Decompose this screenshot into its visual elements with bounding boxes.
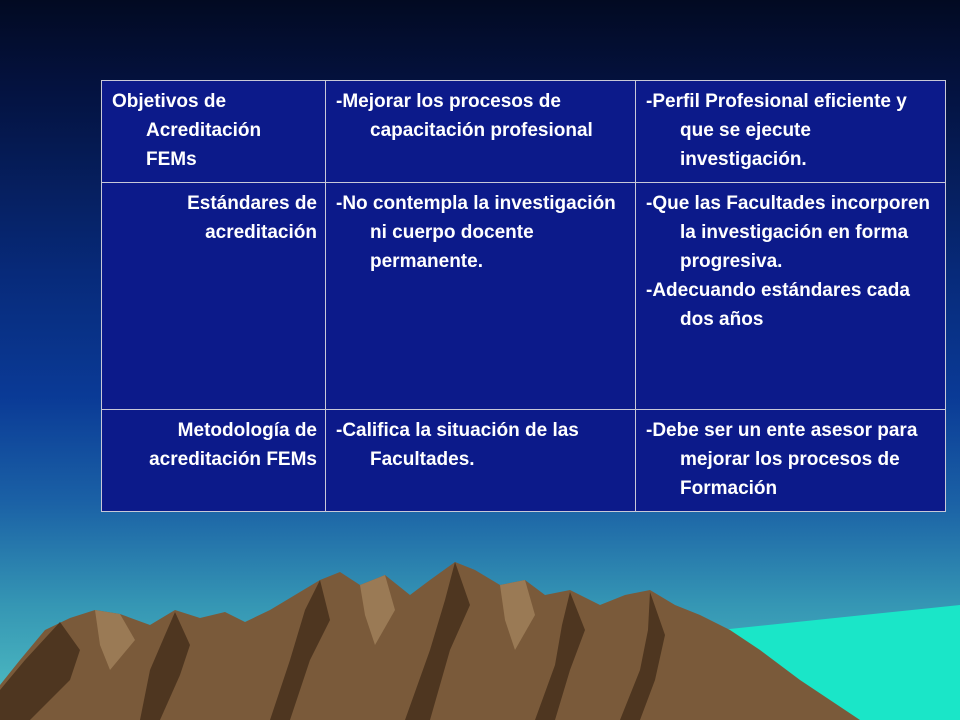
table-cell <box>636 81 946 183</box>
table-cell <box>326 410 636 512</box>
cell-text: -Debe ser un ente asesor para mejorar los procesos de Formación <box>646 420 918 499</box>
row-header-text: Objetivos de Acreditación FEMs <box>112 91 262 170</box>
cell-text: -No contempla la investigación ni cuerpo docente permanente. <box>336 193 616 272</box>
mountain-landscape <box>0 550 960 720</box>
cell-text: -Que las Facultades incorporen la investigación en forma progresiva. <box>646 193 931 272</box>
row-header-cell <box>102 81 326 183</box>
table-cell <box>326 183 636 410</box>
row-header-text: Metodología de acreditación FEMs <box>149 420 317 470</box>
cell-text: -Perfil Profesional eficiente y que se ejecute investigación. <box>646 91 907 170</box>
row-header-cell <box>102 410 326 512</box>
table-row <box>102 183 946 410</box>
cell-text: -Mejorar los procesos de capacitación profesional <box>336 91 593 141</box>
row-header-cell <box>102 183 326 410</box>
table-row <box>102 81 946 183</box>
accreditation-table <box>101 80 946 512</box>
table-row <box>102 410 946 512</box>
row-header-text: Estándares de acreditación <box>187 193 317 243</box>
cell-text: -Califica la situación de las Facultades. <box>336 420 579 470</box>
table-cell <box>636 183 946 410</box>
table-cell <box>636 410 946 512</box>
table-cell <box>326 81 636 183</box>
cell-text: -Adecuando estándares cada dos años <box>646 280 910 330</box>
